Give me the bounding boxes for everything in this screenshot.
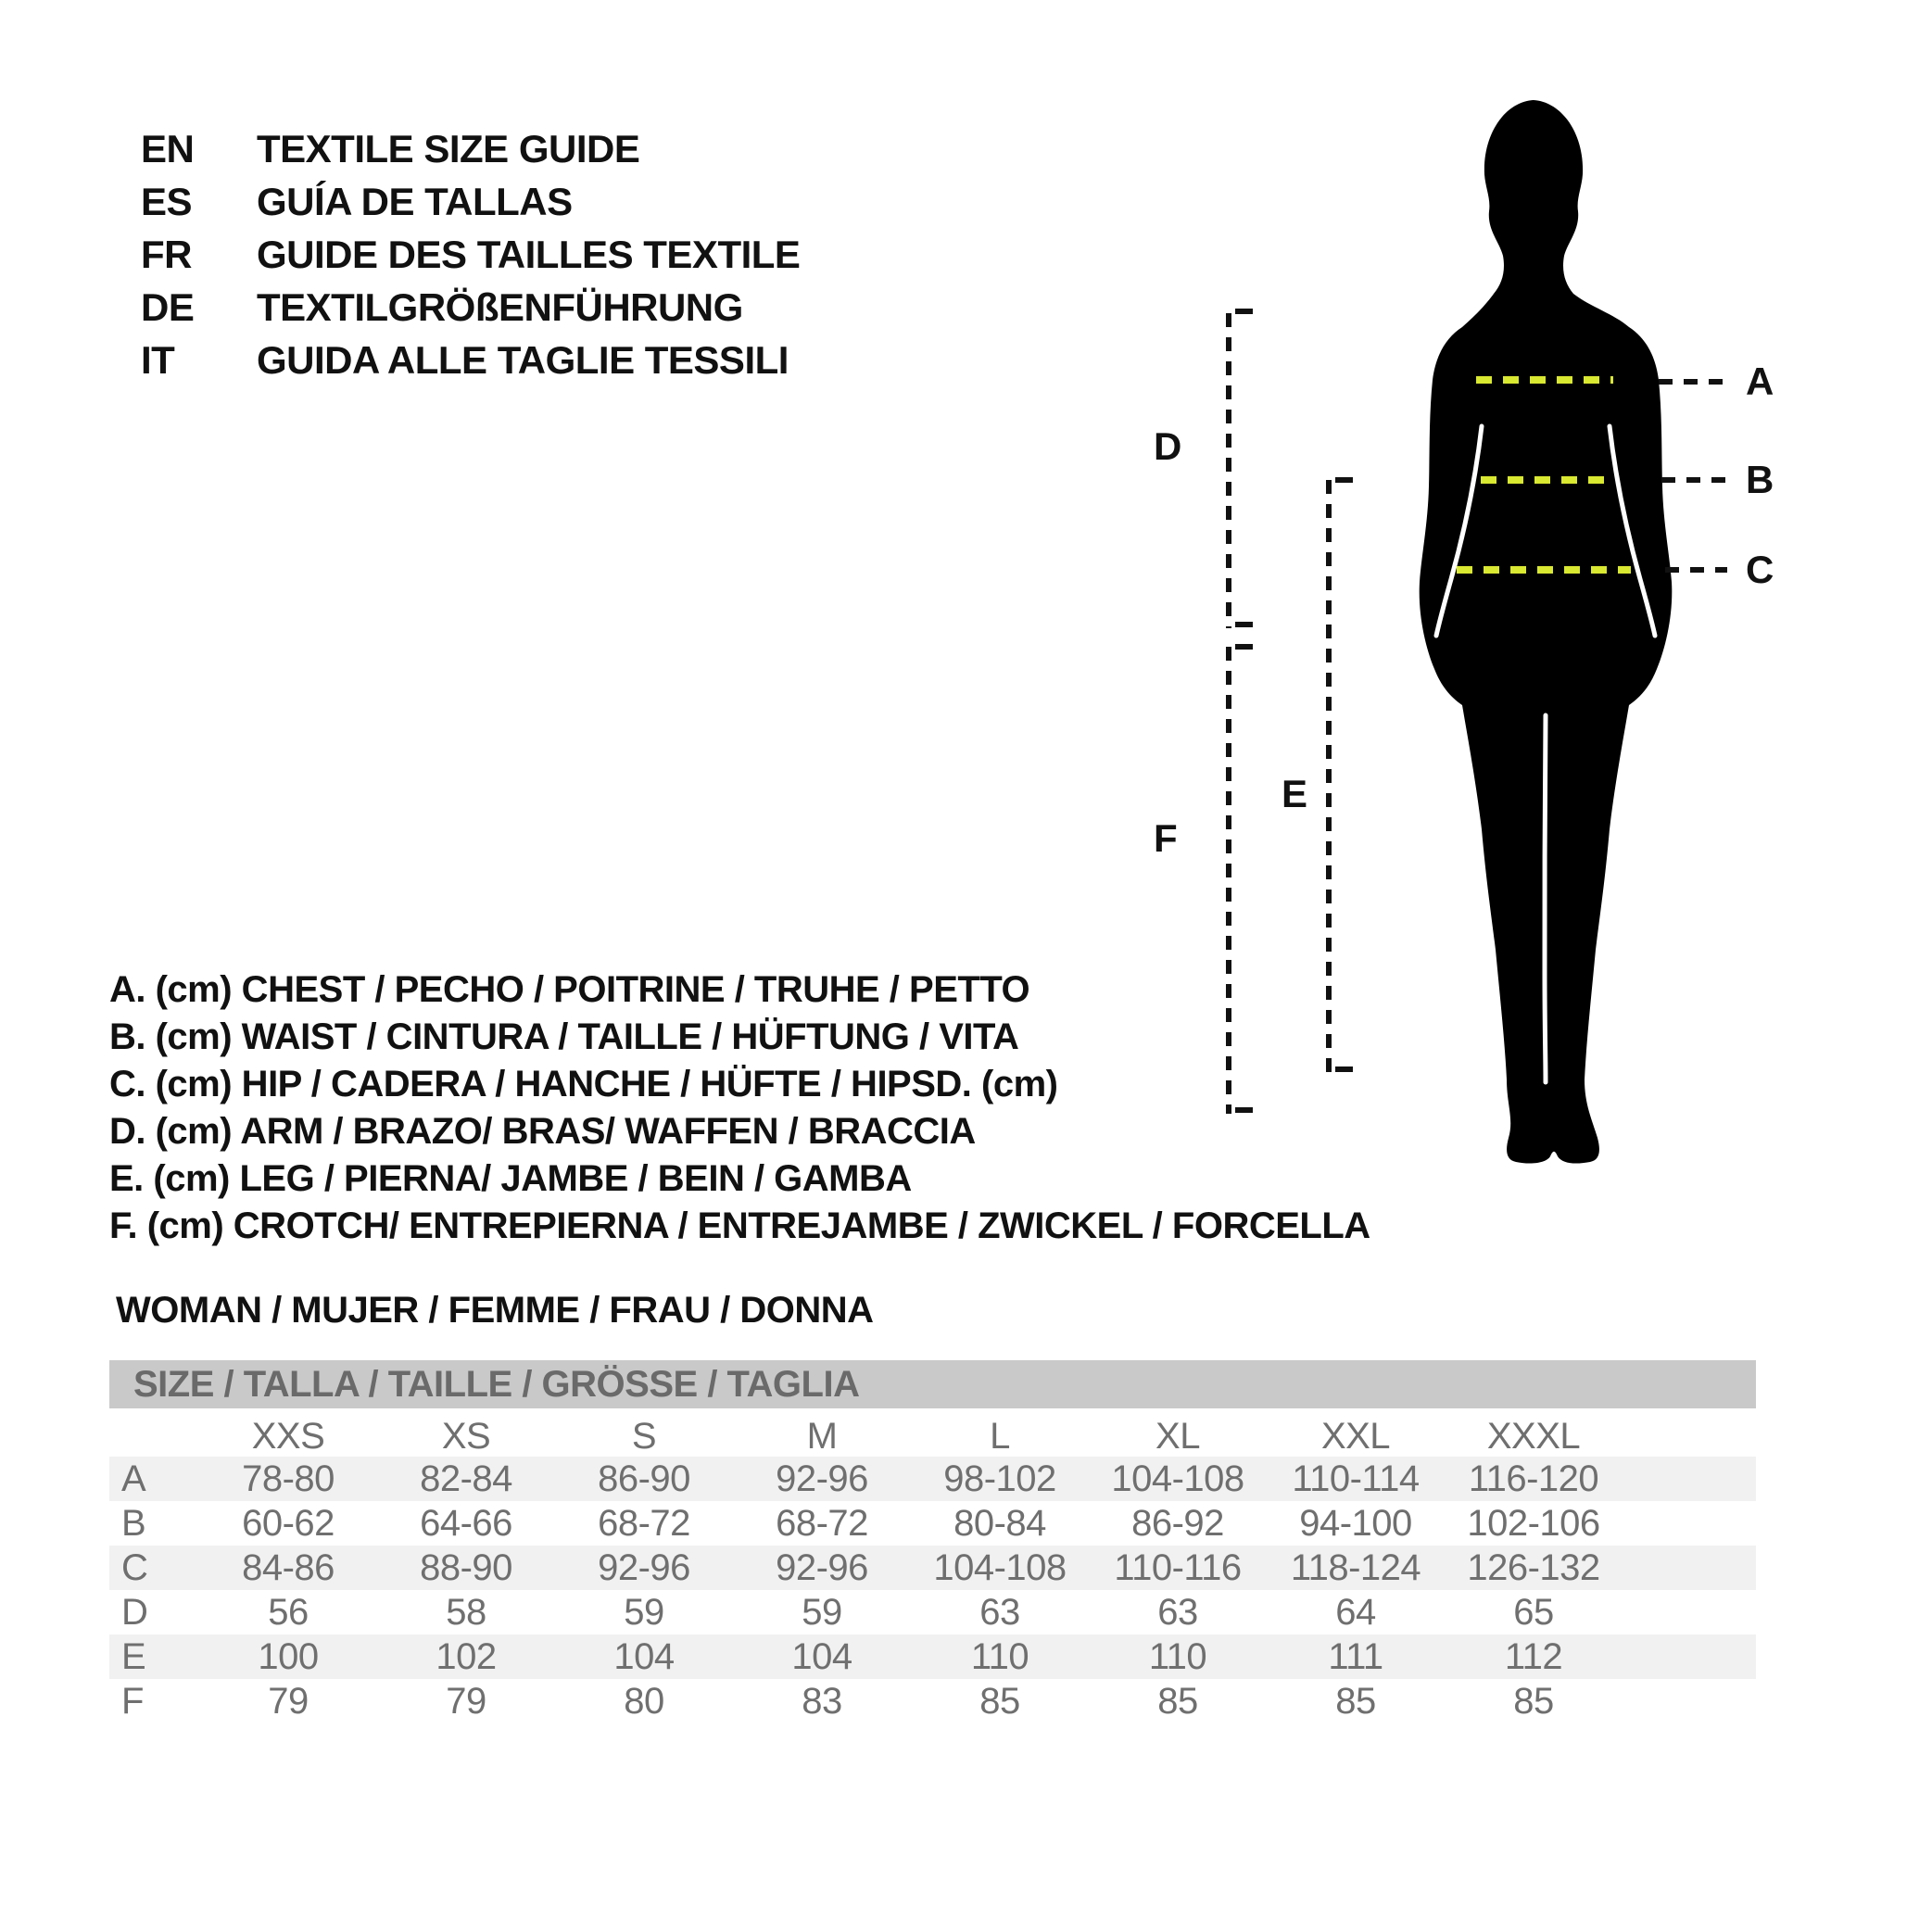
size-value-cell: 85 (1335, 1681, 1376, 1722)
size-value-cell: 83 (802, 1681, 842, 1722)
size-value-cell: 92-96 (598, 1547, 690, 1588)
measure-label-f: F (1154, 816, 1178, 860)
size-col-header: XL (1155, 1416, 1200, 1457)
size-value-cell: 116-120 (1468, 1458, 1599, 1499)
row-filler (1623, 1679, 1756, 1723)
row-measure-label: B (121, 1503, 146, 1544)
measure-label-a: A (1746, 360, 1774, 403)
size-col-header: M (806, 1416, 838, 1457)
measure-label-e: E (1282, 772, 1307, 815)
arm-line (1226, 313, 1231, 628)
size-value-cell: 59 (802, 1592, 842, 1633)
lang-code: DE (141, 285, 195, 329)
measure-label-c: C (1746, 548, 1774, 591)
chest-line-yellow (1476, 376, 1613, 384)
size-value-cell: 85 (1157, 1681, 1198, 1722)
guide-title: GUIDE DES TAILLES TEXTILE (257, 233, 801, 276)
chest-line-leader (1659, 379, 1728, 385)
size-value-cell: 79 (446, 1681, 486, 1722)
size-value-cell: 88-90 (420, 1547, 512, 1588)
size-value-cell: 65 (1513, 1592, 1554, 1633)
size-value-cell: 58 (446, 1592, 486, 1633)
measure-label-b: B (1746, 458, 1774, 501)
size-table-row-a (109, 1457, 1756, 1501)
row-measure-label: F (121, 1681, 144, 1722)
size-table-row-c (109, 1546, 1756, 1590)
size-value-cell: 60-62 (242, 1503, 335, 1544)
waist-line-leader (1661, 477, 1727, 483)
size-col-header: XXXL (1486, 1416, 1581, 1457)
guide-title: GUÍA DE TALLAS (257, 180, 573, 223)
size-col-header: XXL (1320, 1416, 1391, 1457)
size-value-cell: 86-92 (1131, 1503, 1224, 1544)
size-table-row-d (109, 1590, 1756, 1634)
arm-line-bottom-tick (1235, 622, 1253, 627)
size-value-cell: 102-106 (1467, 1503, 1600, 1544)
sizes-row-filler (1623, 1408, 1756, 1464)
row-filler (1623, 1634, 1756, 1679)
size-value-cell: 104-108 (1111, 1458, 1244, 1499)
hip-line-leader (1665, 567, 1727, 573)
size-value-cell: 98-102 (943, 1458, 1056, 1499)
size-value-cell: 63 (1157, 1592, 1198, 1633)
row-measure-label: C (121, 1547, 148, 1588)
legend-line-waist: B. (cm) WAIST / CINTURA / TAILLE / HÜFTUNG / VITA (109, 1016, 1019, 1057)
size-value-cell: 110-116 (1114, 1547, 1242, 1588)
waist-line-yellow (1481, 476, 1607, 484)
measure-label-d: D (1154, 424, 1181, 468)
size-value-cell: 112 (1504, 1636, 1563, 1677)
size-value-cell: 104 (791, 1636, 852, 1677)
woman-silhouette (1381, 93, 1686, 1167)
size-col-header: XS (441, 1416, 491, 1457)
size-value-cell: 94-100 (1299, 1503, 1412, 1544)
language-title-block (141, 122, 800, 386)
legend-line-arm: D. (cm) ARM / BRAZO/ BRAS/ WAFFEN / BRACCIA (109, 1111, 976, 1152)
size-value-cell: 63 (979, 1592, 1020, 1633)
legend-line-hip: C. (cm) HIP / CADERA / HANCHE / HÜFTE / HIPSD. (cm) (109, 1064, 1058, 1104)
lang-code: IT (141, 338, 175, 382)
size-table-row-f (109, 1679, 1756, 1723)
size-value-cell: 79 (268, 1681, 309, 1722)
row-measure-label: D (121, 1592, 148, 1633)
size-value-cell: 111 (1328, 1636, 1383, 1677)
crotch-line-top-tick (1235, 644, 1253, 650)
size-table (109, 1360, 1756, 1723)
size-table-row-e (109, 1634, 1756, 1679)
size-value-cell: 68-72 (598, 1503, 690, 1544)
size-value-cell: 59 (624, 1592, 664, 1633)
leg-gap (1545, 715, 1546, 1082)
size-value-cell: 78-80 (242, 1458, 335, 1499)
size-value-cell: 80-84 (953, 1503, 1046, 1544)
legend-line-crotch: F. (cm) CROTCH/ ENTREPIERNA / ENTREJAMBE / ZWICKEL / FORCELLA (109, 1205, 1370, 1246)
size-value-cell: 104 (613, 1636, 675, 1677)
size-value-cell: 110 (1148, 1636, 1207, 1677)
legend-line-chest: A. (cm) CHEST / PECHO / POITRINE / TRUHE / PETTO (109, 969, 1030, 1010)
guide-title: GUIDA ALLE TAGLIE TESSILI (257, 338, 789, 382)
guide-title: TEXTILGRÖßENFÜHRUNG (257, 285, 743, 329)
row-filler (1623, 1457, 1756, 1501)
lang-code: EN (141, 127, 195, 170)
size-value-cell: 110 (970, 1636, 1029, 1677)
size-value-cell: 84-86 (242, 1547, 335, 1588)
size-value-cell: 85 (1513, 1681, 1554, 1722)
size-value-cell: 64-66 (420, 1503, 512, 1544)
lang-code: ES (141, 180, 193, 223)
size-value-cell: 126-132 (1467, 1547, 1600, 1588)
guide-title: TEXTILE SIZE GUIDE (257, 127, 640, 170)
size-table-row-b (109, 1501, 1756, 1546)
size-value-cell: 110-114 (1292, 1458, 1420, 1499)
leg-line-top-tick (1335, 477, 1353, 483)
gender-heading: WOMAN / MUJER / FEMME / FRAU / DONNA (116, 1290, 874, 1331)
size-value-cell: 100 (258, 1636, 319, 1677)
row-filler (1623, 1501, 1756, 1546)
size-col-header: XXS (251, 1416, 325, 1457)
size-table-body (109, 1457, 1756, 1723)
hip-line-yellow (1457, 566, 1631, 574)
size-value-cell: 86-90 (598, 1458, 690, 1499)
size-value-cell: 68-72 (776, 1503, 868, 1544)
size-value-cell: 82-84 (420, 1458, 512, 1499)
size-value-cell: 102 (436, 1636, 497, 1677)
row-filler (1623, 1590, 1756, 1634)
size-col-header: S (631, 1416, 657, 1457)
legend-line-leg: E. (cm) LEG / PIERNA/ JAMBE / BEIN / GAMBA (109, 1158, 912, 1199)
row-filler (1623, 1546, 1756, 1590)
measurement-legend (109, 966, 1370, 1250)
size-value-cell: 104-108 (933, 1547, 1067, 1588)
size-value-cell: 56 (268, 1592, 309, 1633)
size-value-cell: 118-124 (1290, 1547, 1421, 1588)
sizes-row-spacer (109, 1408, 199, 1464)
size-table-header-bar: SIZE / TALLA / TAILLE / GRÖSSE / TAGLIA (109, 1360, 1756, 1408)
size-value-cell: 92-96 (776, 1547, 868, 1588)
size-value-cell: 80 (624, 1681, 664, 1722)
size-col-header: L (990, 1416, 1010, 1457)
size-table-sizes-row (109, 1408, 1756, 1457)
row-measure-label: E (121, 1636, 146, 1677)
lang-code: FR (141, 233, 192, 276)
size-value-cell: 85 (979, 1681, 1020, 1722)
size-value-cell: 64 (1335, 1592, 1376, 1633)
size-value-cell: 92-96 (776, 1458, 868, 1499)
row-measure-label: A (121, 1458, 146, 1499)
arm-line-top-tick (1235, 309, 1253, 314)
